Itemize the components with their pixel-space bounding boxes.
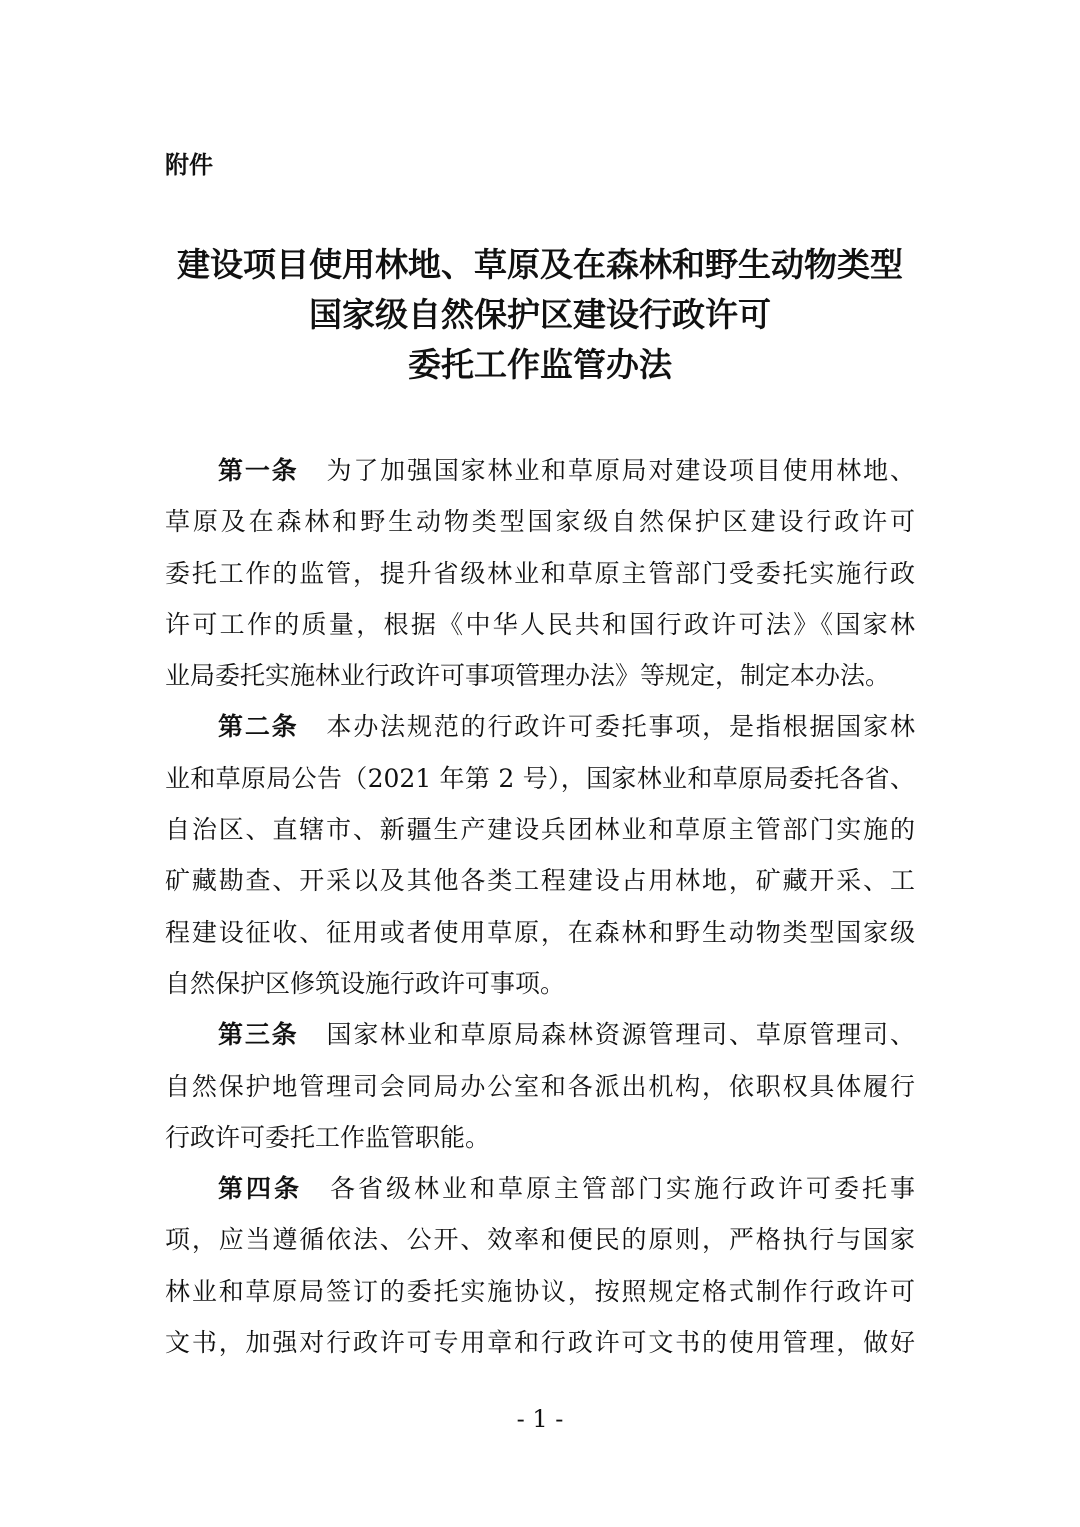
article-2 xyxy=(165,701,915,1009)
article-label: 第三条 xyxy=(218,1020,299,1050)
line-text: 业和草原局公告（2021 年第 2 号），国家林业和草原局委托各省、 xyxy=(165,763,915,793)
text-line xyxy=(165,958,915,1009)
text-line xyxy=(165,1112,915,1163)
line-text: 自然保护地管理司会同局办公室和各派出机构，依职权具体履行 xyxy=(165,1071,915,1101)
line-text: 自治区、直辖市、新疆生产建设兵团林业和草原主管部门实施的 xyxy=(165,815,915,845)
title-line: 国家级自然保护区建设行政许可 xyxy=(309,295,771,334)
line-text: 各省级林业和草原主管部门实施行政许可委托事 xyxy=(330,1174,915,1204)
text-line xyxy=(165,650,915,701)
text-line xyxy=(165,599,915,650)
text-line xyxy=(165,1317,915,1368)
title-line: 建设项目使用林地、草原及在森林和野生动物类型 xyxy=(177,245,903,284)
text-line xyxy=(165,753,915,804)
line-text: 为了加强国家林业和草原局对建设项目使用林地、 xyxy=(326,456,915,485)
text-line xyxy=(165,1214,915,1265)
text-line xyxy=(165,855,915,906)
line-text: 本办法规范的行政许可委托事项，是指根据国家林 xyxy=(326,712,915,742)
line-text: 草原及在森林和野生动物类型国家级自然保护区建设行政许可 xyxy=(165,507,915,537)
line-text: 许可工作的质量，根据《中华人民共和国行政许可法》《国家林 xyxy=(165,609,915,639)
text-line xyxy=(165,1163,915,1214)
document-body xyxy=(165,445,915,1368)
attachment-label: 附件 xyxy=(165,151,213,179)
article-label: 第二条 xyxy=(218,712,299,742)
line-text: 矿藏勘查、开采以及其他各类工程建设占用林地，矿藏开采、工 xyxy=(165,866,915,896)
title-line: 委托工作监管办法 xyxy=(408,345,672,384)
line-text: 委托工作的监管，提升省级林业和草原主管部门受委托实施行政 xyxy=(165,558,915,588)
text-line xyxy=(165,496,915,547)
article-1 xyxy=(165,445,915,701)
text-line xyxy=(165,1266,915,1317)
line-text: 文书，加强对行政许可专用章和行政许可文书的使用管理，做好 xyxy=(165,1328,915,1358)
article-label: 第一条 xyxy=(218,456,299,485)
line-text: 行政许可委托工作监管职能。 xyxy=(165,1122,491,1152)
text-line xyxy=(165,548,915,599)
text-line xyxy=(165,1061,915,1112)
text-line xyxy=(165,701,915,752)
article-4 xyxy=(165,1163,915,1368)
text-line xyxy=(165,445,915,496)
document-title xyxy=(0,240,1080,390)
line-text: 国家林业和草原局森林资源管理司、草原管理司、 xyxy=(326,1020,915,1050)
text-line xyxy=(165,907,915,958)
page-number: - 1 - xyxy=(516,1405,564,1433)
text-line xyxy=(165,1009,915,1060)
line-text: 项，应当遵循依法、公开、效率和便民的原则，严格执行与国家 xyxy=(165,1225,915,1255)
line-text: 自然保护区修筑设施行政许可事项。 xyxy=(165,968,566,998)
line-text: 程建设征收、征用或者使用草原，在森林和野生动物类型国家级 xyxy=(165,917,915,947)
line-text: 业局委托实施林业行政许可事项管理办法》等规定，制定本办法。 xyxy=(165,661,891,691)
text-line xyxy=(165,804,915,855)
article-label: 第四条 xyxy=(218,1174,302,1204)
article-3 xyxy=(165,1009,915,1163)
line-text: 林业和草原局签订的委托实施协议，按照规定格式制作行政许可 xyxy=(165,1276,915,1306)
